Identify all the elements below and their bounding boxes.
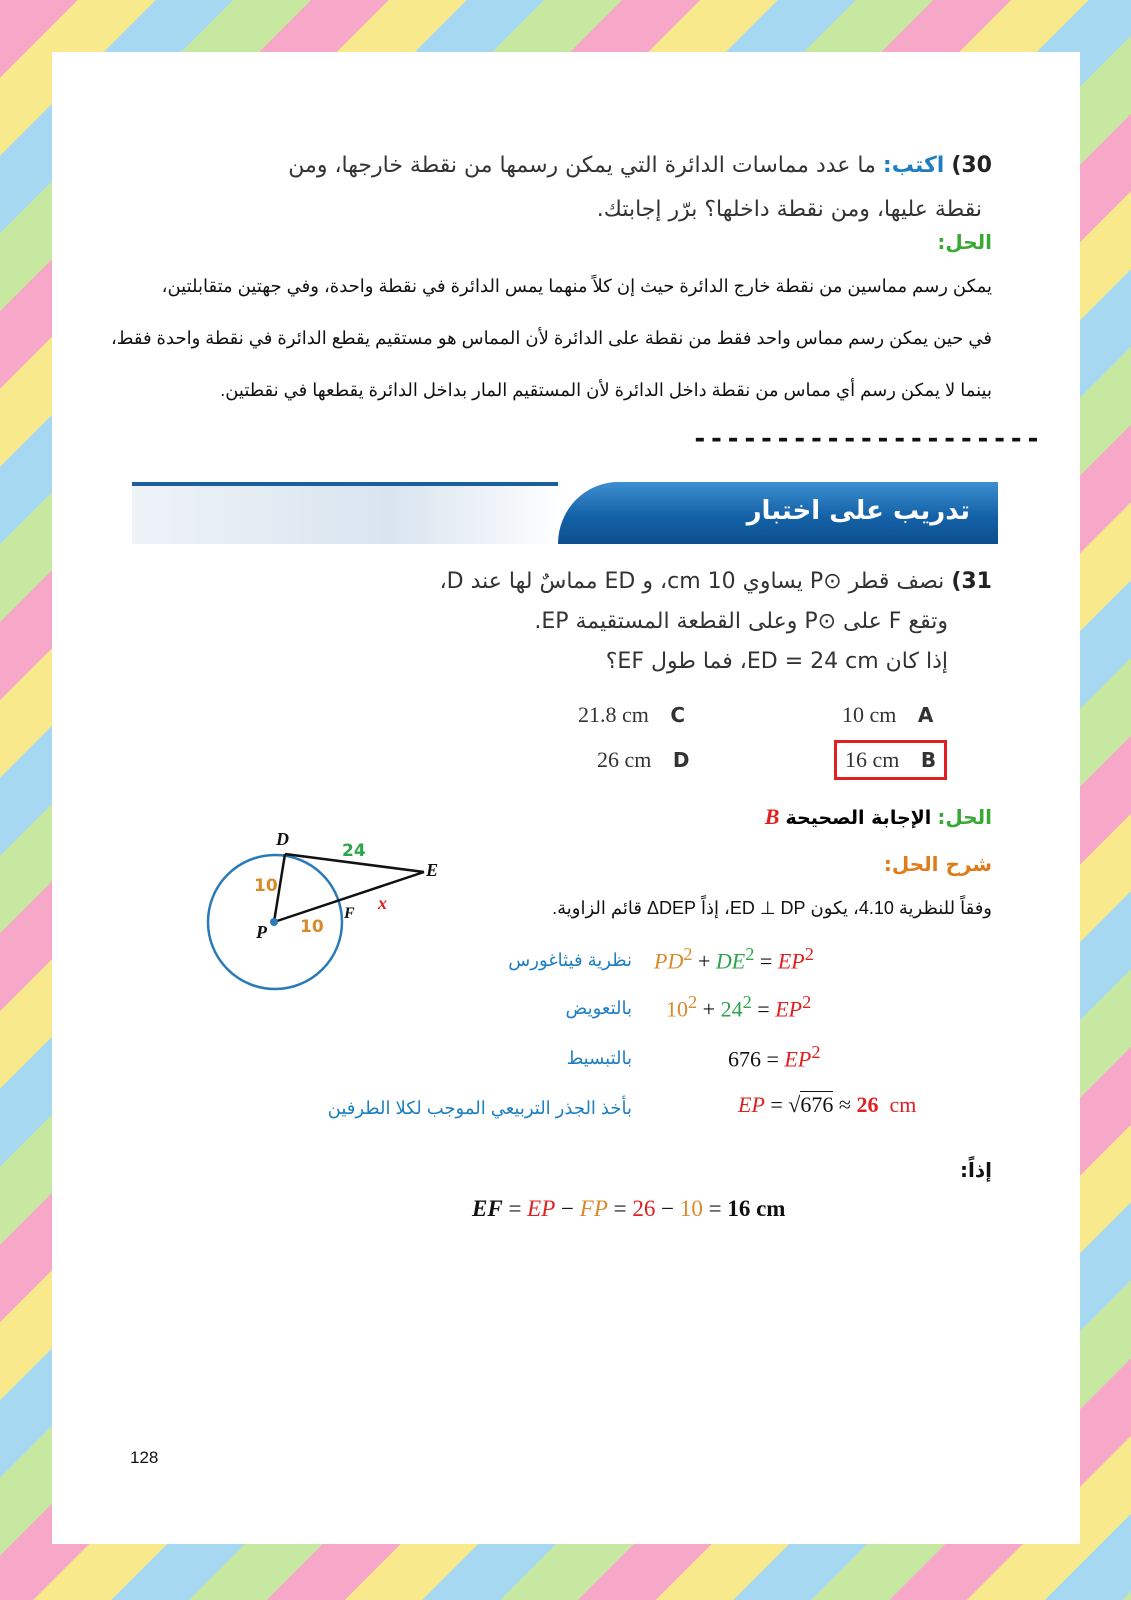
- term: DE: [715, 948, 746, 974]
- term: 26: [856, 1092, 879, 1117]
- term: 676: [728, 1046, 761, 1072]
- equation-simplify: $676 = EP^2$: [728, 1042, 821, 1072]
- choice-value: 16 cm: [845, 747, 900, 772]
- length-de: 24: [342, 841, 366, 861]
- choice-letter: C: [670, 703, 686, 727]
- reason-3: بالتبسيط: [566, 1048, 632, 1068]
- question-number: 30): [951, 153, 992, 178]
- term: 10: [679, 1196, 703, 1221]
- term: 24: [720, 996, 743, 1022]
- solution-paragraph-2: في حين يمكن رسم مماس واحد فقط من نقطة على الدائرة لأن المماس هو مستقيم يقطع الدائرة في نقطة واحدة فقط،: [110, 328, 992, 348]
- length-pf: 10: [300, 917, 324, 937]
- reason-2: بالتعويض: [565, 998, 632, 1018]
- label-p: P: [256, 922, 267, 942]
- banner-title: تدريب على اختبار: [746, 496, 970, 526]
- question-text-line1: ما عدد مماسات الدائرة التي يمكن رسمها من نقطة خارجها، ومن: [288, 153, 876, 178]
- term: 26: [632, 1196, 656, 1221]
- question-text-line3: إذا كان ED = 24 cm، فما طول EF؟: [605, 649, 948, 674]
- equation-substitution: $10^2 + 24^2 = EP^2$: [666, 992, 812, 1022]
- final-equation: EF = EP − FP = 26 − 10 = 16 cm: [472, 1196, 786, 1221]
- reason-4: بأخذ الجذر التربيعي الموجب لكلا الطرفين: [327, 1098, 632, 1118]
- term: EF: [472, 1196, 503, 1221]
- question-number: 31): [951, 569, 992, 594]
- choice-letter: D: [672, 748, 690, 772]
- question-text-line1: نصف قطر ⊙P يساوي 10 cm، و ED مماسٌ لها عند D،: [439, 569, 945, 594]
- unit: cm: [889, 1092, 917, 1117]
- choice-value: 10 cm: [842, 702, 897, 727]
- term: FP: [579, 1196, 608, 1221]
- choice-b-correct: [834, 740, 947, 780]
- term: PD: [654, 948, 684, 974]
- therefore-label: إذاً:: [960, 1158, 992, 1182]
- solution-label: الحل:: [937, 230, 992, 254]
- theorem-statement: وفقاً للنظرية 4.10، يكون ED ⊥ DP، إذاً ΔDEP قائم الزاوية.: [552, 898, 992, 918]
- term: 10: [666, 996, 688, 1022]
- banner-tab: [558, 482, 998, 544]
- equation-root: EP = √676 ≈ 26 cm: [738, 1092, 917, 1117]
- final-result: 16 cm: [727, 1196, 786, 1221]
- section-banner: [132, 482, 998, 544]
- term: EP: [527, 1196, 556, 1221]
- question-31: [92, 562, 992, 682]
- question-text-line2: نقطة عليها، ومن نقطة داخلها؟ برّر إجابتك.: [596, 197, 982, 222]
- choice-d: [597, 747, 690, 773]
- write-keyword: اكتب:: [882, 153, 945, 178]
- separator: ---------------------: [692, 424, 1042, 454]
- solution-paragraph-1: يمكن رسم مماسين من نقطة خارج الدائرة حيث إن كلاً منهما يمس الدائرة في نقطة واحدة، وفي جهتين متقابلتين،: [161, 276, 992, 296]
- term: EP: [784, 1046, 812, 1072]
- solution-paragraph-3: بينما لا يمكن رسم أي مماس من نقطة داخل الدائرة لأن المستقيم المار بداخل الدائرة يقطعها في نقطتين.: [220, 380, 992, 400]
- label-d: D: [276, 829, 289, 849]
- question-30: [92, 144, 992, 232]
- banner-rule: [132, 482, 558, 486]
- term: EP: [777, 948, 805, 974]
- choice-letter: B: [920, 748, 937, 772]
- question-text-line2: وتقع F على ⊙P وعلى القطعة المستقيمة EP.: [534, 609, 948, 634]
- correct-answer-text: الإجابة الصحيحة: [785, 807, 932, 829]
- choice-a: [842, 702, 933, 728]
- solution-label: الحل:: [937, 805, 992, 829]
- choice-value: 21.8 cm: [578, 702, 649, 727]
- label-e: E: [426, 860, 439, 880]
- label-f: F: [344, 905, 355, 922]
- choice-value: 26 cm: [597, 747, 652, 772]
- equation-pythagoras: $PD^2 + DE^2 = EP^2$: [654, 944, 814, 974]
- choice-letter: A: [917, 703, 934, 727]
- length-pd: 10: [254, 876, 278, 896]
- circle-diagram: [202, 828, 472, 1008]
- answer-line: [765, 804, 992, 830]
- reason-1: نظرية فيثاغورس: [508, 950, 632, 970]
- page: [52, 52, 1080, 1544]
- label-x: x: [378, 893, 387, 913]
- term: EP: [775, 996, 803, 1022]
- term: EP: [738, 1092, 765, 1117]
- page-number: 128: [130, 1448, 159, 1467]
- choice-c: [578, 702, 685, 728]
- explanation-title: شرح الحل:: [883, 852, 992, 876]
- correct-answer-letter: B: [764, 804, 780, 829]
- center-point: [270, 918, 278, 926]
- term: 676: [800, 1092, 834, 1117]
